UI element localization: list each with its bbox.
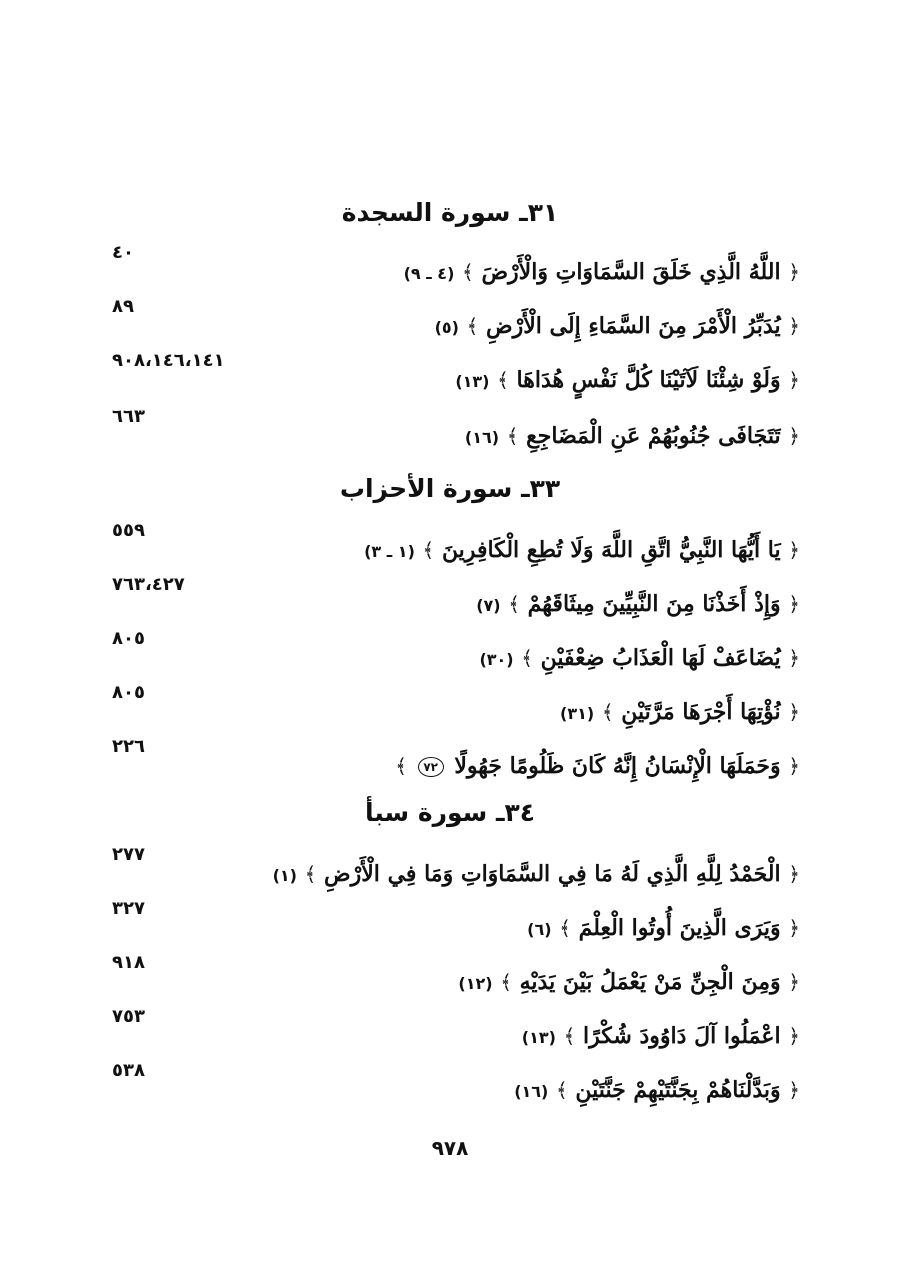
page-references: ٧٦٣،٤٢٧ xyxy=(112,574,185,595)
verse-text: ﴿ وَإِذْ أَخَذْنَا مِنَ النَّبِيِّينَ مِيثَاقَهُمْ ﴾ (٧) xyxy=(476,591,800,617)
index-entry xyxy=(100,350,800,400)
verse-number: (١ ـ ٣) xyxy=(364,542,415,561)
page-references: ٨٠٥ xyxy=(112,628,145,649)
verse-text: ﴿ وَحَمَلَهَا الْإِنْسَانُ إِنَّهُ كَانَ ظَلُومًا جَهُولًا ٧٢ ﴾ xyxy=(395,753,800,779)
index-entry xyxy=(100,1006,800,1056)
verse-quote: وَلَوْ شِئْنَا لَآتَيْنَا كُلَّ نَفْسٍ هُدَاهَا xyxy=(516,367,781,393)
verse-quote: يَا أَيُّهَا النَّبِيُّ اتَّقِ اللَّهَ وَلَا تُطِعِ الْكَافِرِينَ xyxy=(441,537,781,563)
verse-text: ﴿ وَمِنَ الْجِنِّ مَنْ يَعْمَلُ بَيْنَ يَدَيْهِ ﴾ (١٢) xyxy=(458,969,800,995)
verse-quote: الْحَمْدُ لِلَّهِ الَّذِي لَهُ مَا فِي السَّمَاوَاتِ وَمَا فِي الْأَرْضِ xyxy=(324,861,781,887)
verse-text: ﴿ تَتَجَافَى جُنُوبُهُمْ عَنِ الْمَضَاجِعِ ﴾ (١٦) xyxy=(464,423,800,449)
ayah-end-marker: ٧٢ xyxy=(418,757,444,777)
index-entry xyxy=(100,844,800,894)
verse-number: (١) xyxy=(272,866,297,885)
verse-quote: اعْمَلُوا آلَ دَاوُودَ شُكْرًا xyxy=(583,1023,781,1049)
surah-heading: ٣٤ـ سورة سبأ xyxy=(364,798,536,827)
verse-text: ﴿ وَيَرَى الَّذِينَ أُوتُوا الْعِلْمَ ﴾ (٦) xyxy=(527,915,800,941)
page-number: ٩٧٨ xyxy=(431,1136,469,1160)
index-entry xyxy=(100,520,800,570)
verse-quote: وَيَرَى الَّذِينَ أُوتُوا الْعِلْمَ xyxy=(578,915,781,941)
page-references: ٩١٨ xyxy=(112,952,145,973)
verse-quote: اللَّهُ الَّذِي خَلَقَ السَّمَاوَاتِ وَالْأَرْضَ xyxy=(481,259,781,285)
page-references: ٥٥٩ xyxy=(112,520,145,541)
index-entry xyxy=(100,736,800,786)
verse-text: ﴿ اعْمَلُوا آلَ دَاوُودَ شُكْرًا ﴾ (١٣) xyxy=(521,1023,800,1049)
page-references: ٤٠ xyxy=(112,242,134,263)
verse-number: (١٣) xyxy=(455,372,490,391)
surah-heading: ٣١ـ سورة السجدة xyxy=(341,198,559,227)
verse-quote: وَإِذْ أَخَذْنَا مِنَ النَّبِيِّينَ مِيثَاقَهُمْ xyxy=(527,591,781,617)
verse-number: (٤ ـ ٩) xyxy=(403,264,455,283)
verse-number: (١٦) xyxy=(464,428,500,447)
verse-quote: وَبَدَّلْنَاهُمْ بِجَنَّتَيْهِمْ جَنَّتَيْنِ xyxy=(575,1077,781,1103)
verse-quote: تَتَجَافَى جُنُوبُهُمْ عَنِ الْمَضَاجِعِ xyxy=(526,423,781,449)
verse-number: (٥) xyxy=(434,318,459,337)
verse-quote: وَمِنَ الْجِنِّ مَنْ يَعْمَلُ بَيْنَ يَدَيْهِ xyxy=(519,969,781,995)
index-entry xyxy=(100,242,800,292)
verse-quote: وَحَمَلَهَا الْإِنْسَانُ إِنَّهُ كَانَ ظَلُومًا جَهُولًا xyxy=(454,753,781,779)
verse-text: ﴿ يَا أَيُّهَا النَّبِيُّ اتَّقِ اللَّهَ وَلَا تُطِعِ الْكَافِرِينَ ﴾ (١ ـ ٣) xyxy=(364,537,800,563)
verse-text: ﴿ الْحَمْدُ لِلَّهِ الَّذِي لَهُ مَا فِي السَّمَاوَاتِ وَمَا فِي الْأَرْضِ ﴾ (١) xyxy=(272,861,800,887)
verse-text: ﴿ يُضَاعَفْ لَهَا الْعَذَابُ ضِعْفَيْنِ ﴾ (٣٠) xyxy=(479,645,800,671)
verse-text: ﴿ يُدَبِّرُ الْأَمْرَ مِنَ السَّمَاءِ إِلَى الْأَرْضِ ﴾ (٥) xyxy=(434,313,800,339)
page-references: ٦٦٣ xyxy=(112,406,145,427)
page-references: ٣٢٧ xyxy=(112,898,145,919)
surah-heading: ٣٣ـ سورة الأحزاب xyxy=(339,474,561,503)
page-references: ٧٥٣ xyxy=(112,1006,145,1027)
index-entry xyxy=(100,574,800,624)
index-entry xyxy=(100,296,800,346)
index-entry xyxy=(100,1060,800,1110)
verse-quote: يُدَبِّرُ الْأَمْرَ مِنَ السَّمَاءِ إِلَى الْأَرْضِ xyxy=(486,313,781,339)
verse-number: (٧) xyxy=(476,596,501,615)
verse-text: ﴿ وَبَدَّلْنَاهُمْ بِجَنَّتَيْهِمْ جَنَّتَيْنِ ﴾ (١٦) xyxy=(514,1077,800,1103)
verse-number: (١٢) xyxy=(458,974,493,993)
page-references: ٢٢٦ xyxy=(112,736,145,757)
index-entry xyxy=(100,682,800,732)
verse-number: (٣٠) xyxy=(479,650,514,669)
verse-text: ﴿ نُؤْتِهَا أَجْرَهَا مَرَّتَيْنِ ﴾ (٣١) xyxy=(560,699,800,725)
index-entry xyxy=(100,898,800,948)
page-references: ٥٣٨ xyxy=(112,1060,145,1081)
verse-quote: نُؤْتِهَا أَجْرَهَا مَرَّتَيْنِ xyxy=(621,699,781,725)
index-entry xyxy=(100,406,800,456)
verse-quote: يُضَاعَفْ لَهَا الْعَذَابُ ضِعْفَيْنِ xyxy=(540,645,781,671)
verse-number: (١٦) xyxy=(514,1082,549,1101)
verse-number: (١٣) xyxy=(521,1028,556,1047)
index-entry xyxy=(100,952,800,1002)
verse-number: (٦) xyxy=(527,920,552,939)
page-references: ٢٧٧ xyxy=(112,844,145,865)
page-references: ٨٩ xyxy=(112,296,134,317)
verse-text: ﴿ اللَّهُ الَّذِي خَلَقَ السَّمَاوَاتِ وَالْأَرْضَ ﴾ (٤ ـ ٩) xyxy=(403,259,800,285)
verse-text: ﴿ وَلَوْ شِئْنَا لَآتَيْنَا كُلَّ نَفْسٍ هُدَاهَا ﴾ (١٣) xyxy=(455,367,800,393)
page-references: ٨٠٥ xyxy=(112,682,145,703)
page-references: ٩٠٨،١٤٦،١٤١ xyxy=(112,350,225,371)
verse-number: (٣١) xyxy=(560,704,595,723)
index-entry xyxy=(100,628,800,678)
